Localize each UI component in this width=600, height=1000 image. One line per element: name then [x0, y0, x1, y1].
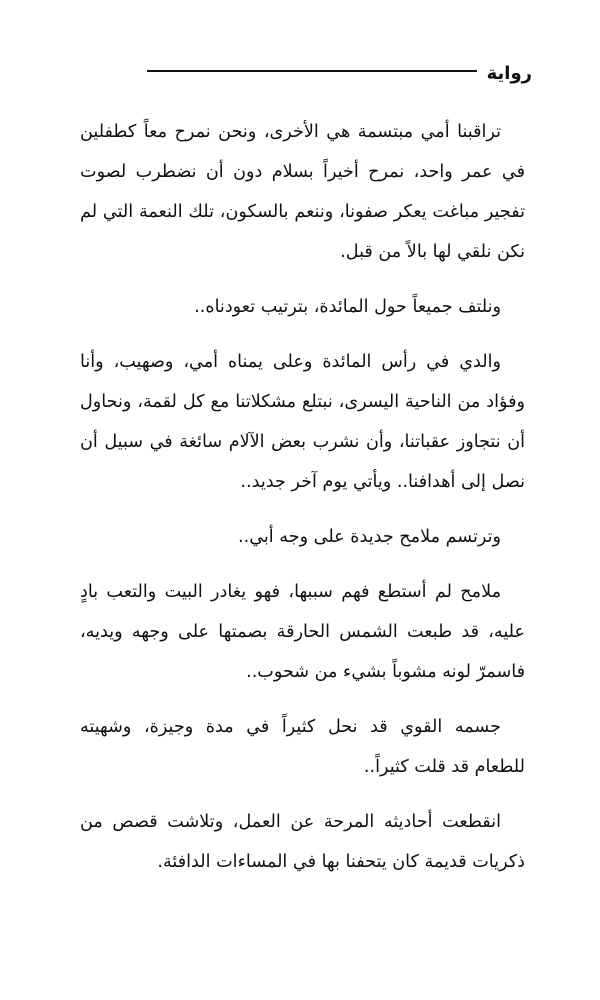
paragraph-2: ونلتف جميعاً حول المائدة، بترتيب تعودناه..	[194, 297, 501, 317]
body-text	[80, 112, 525, 882]
running-header	[132, 58, 532, 90]
paragraph-7: انقطعت أحاديثه المرحة عن العمل، وتلاشت قصص من ذكريات قديمة كان يتحفنا بها في المساءات الدافئة.	[80, 812, 525, 872]
header-title: رواية	[486, 63, 532, 84]
header-rule	[147, 70, 477, 72]
paragraph-3: والدي في رأس المائدة وعلى يمناه أمي، وصهيب، وأنا وفؤاد من الناحية اليسرى، نبتلع مشكلاتنا مع كل لقمة، ونحاول أن نتجاوز عقباتنا، وأن نشرب بعض الآلام سائغة في سبيل أن نصل إلى أهدافنا.. ويأتي يوم آخر جديد..	[80, 352, 525, 492]
paragraph-4: وترتسم ملامح جديدة على وجه أبي..	[238, 527, 501, 547]
paragraph-6: جسمه القوي قد نحل كثيراً في مدة وجيزة، وشهيته للطعام قد قلت كثيراً..	[80, 717, 525, 777]
paragraph-1: تراقبنا أمي مبتسمة هي الأخرى، ونحن نمرح معاً كطفلين في عمر واحد، نمرح أخيراً بسلام دون أن نضطرب لصوت تفجير مباغت يعكر صفونا، وننعم بالسكون، تلك النعمة التي لم نكن نلقي لها بالاً من قبل.	[80, 122, 525, 262]
paragraph-5: ملامح لم أستطع فهم سببها، فهو يغادر البيت والتعب بادٍ عليه، قد طبعت الشمس الحارقة بصمتها على وجهه ويديه، فاسمرّ لونه مشوباً بشيء من شحوب..	[80, 582, 525, 682]
